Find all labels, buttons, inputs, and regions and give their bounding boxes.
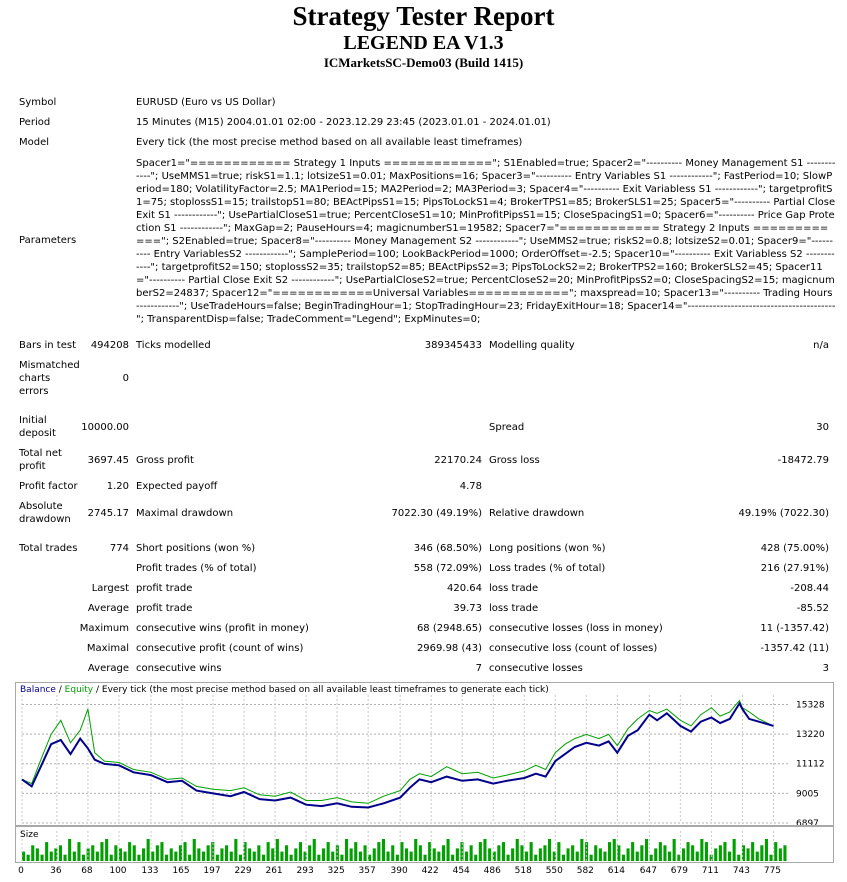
volume-bar xyxy=(654,848,657,861)
x-tick-label: 422 xyxy=(421,866,439,876)
y-tick-label: 9005 xyxy=(796,789,819,800)
volume-bar xyxy=(174,852,177,861)
volume-bar xyxy=(327,842,330,861)
ptrades-label: Profit trades (% of total) xyxy=(136,563,257,574)
x-tick-label: 518 xyxy=(514,866,532,876)
volume-bar xyxy=(627,848,630,861)
average-loss-value: -85.52 xyxy=(796,603,829,614)
volume-bar xyxy=(474,855,477,861)
average-label: Average xyxy=(87,603,129,614)
volume-bar xyxy=(280,852,283,861)
volume-bar xyxy=(345,839,348,861)
avg-wins-label: consecutive wins xyxy=(136,663,222,674)
volume-bar xyxy=(396,855,399,861)
x-tick-label: 325 xyxy=(327,866,345,876)
volume-bar xyxy=(673,839,676,861)
volume-bar xyxy=(285,845,288,861)
volume-bar xyxy=(534,855,537,861)
volume-bar xyxy=(668,852,671,861)
volume-bar xyxy=(645,839,648,861)
volume-bar xyxy=(45,842,48,861)
volume-bar xyxy=(73,852,76,861)
x-tick-label: 614 xyxy=(607,866,625,876)
volume-bar xyxy=(765,839,768,861)
max-wins-label: consecutive wins (profit in money) xyxy=(136,623,309,634)
x-tick-label: 357 xyxy=(358,866,376,876)
x-tick-label: 486 xyxy=(483,866,501,876)
y-tick-label: 11112 xyxy=(796,759,825,770)
volume-bar xyxy=(387,852,390,861)
deposit-label-1: Initial xyxy=(19,415,47,426)
volume-bar xyxy=(165,855,168,861)
volume-bar xyxy=(622,855,625,861)
volume-bar xyxy=(696,852,699,861)
volume-bar xyxy=(539,848,542,861)
volume-bar xyxy=(184,842,187,861)
volume-bar xyxy=(760,845,763,861)
bars-label: Bars in test xyxy=(19,340,76,351)
mismatch-label-2: charts xyxy=(19,373,51,384)
volume-bar xyxy=(636,852,639,861)
volume-bar xyxy=(424,855,427,861)
volume-bar xyxy=(442,845,445,861)
size-plot xyxy=(16,827,833,862)
legend-balance: Balance xyxy=(20,685,56,695)
maxdd-label: Maximal drawdown xyxy=(136,508,234,519)
volume-bar xyxy=(257,845,260,861)
volume-bar xyxy=(377,842,380,861)
volume-bar xyxy=(770,855,773,861)
volume-bar xyxy=(82,855,85,861)
volume-bar xyxy=(700,839,703,861)
x-tick-label: 293 xyxy=(296,866,314,876)
volume-bar xyxy=(170,848,173,861)
volume-bar xyxy=(502,842,505,861)
parameters-value: Spacer1="============ Strategy 1 Inputs ============="; S1Enabled=true; Spacer2="---------- Money Management S1 ------------"; UseMMS1=true; riskS1=1.1; lotsizeS1=0.01; MaxPositions=16; Spacer3="---------- Entry Variables S1 ------------"; FastPeriod=10; SlowPeriod=180; VolatilityFactor=2.5; MA1Period=15; MA2Period=2; MA3Period=3; Spacer4="---------- Exit Variabless S1 ------------"; targetprofitS1=75; stoplossS1=15; trailstopS1=80; BEActPipsS1=15; PipsToLockS1=4; BrokerTPS1=85; BrokerSLS1=25; Spacer5="---------- Partial Close Exit S1 ------------"; UsePartialCloseS1=true; PercentCloseS1=10; MinProfitPipsS1=15; CloseSpacingS1=0; Spacer6="---------- Price Gap Protection S1 ------------"; MaxGap=2; PauseHours=4; magicnumberS1=19582; Spacer7="============ Strategy 2 Inputs ============"; S2Enabled=true; Spacer8="---------- Money Management S2 ------------"; UseMMS2=true; riskS2=0.8; lotsizeS2=0.01; Spacer9="---------- Entry VariablesS2 ------------"; SamplePeriod=100; LookBackPeriod=1000; OrderOffset=-2.5; Spacer10="---------- Exit Variabless S2 ------------"; targetprofitS2=150; stoplossS2=35; trailstopS2=85; BEActPipsS2=3; PipsToLockS2=2; BrokerTPS2=160; BrokerSLS2=45; Spacer11="---------- Partial Close Exit S2 ------------"; UsePartialCloseS2=true; PercentCloseS2=20; MinProfitPipsS2=0; CloseSpacingS2=15; magicnumberS2=24837; Spacer12="============Universal Variables============"; maxspread=10; Spacer13="---------- Trading Hours ------------"; UseTradeHours=false; BeginTradingHour=1; StopTradingHour=23; FridayExitHour=18; Spacer14="-----------------------------------------"; TransparentDisp=false; TradeComment="Legend"; ExpMinutes=0; xyxy=(136,158,839,325)
ea-name: LEGEND EA V1.3 xyxy=(343,32,504,54)
x-axis xyxy=(15,862,832,878)
symbol-value: EURUSD (Euro vs US Dollar) xyxy=(136,97,276,108)
volume-bar xyxy=(594,845,597,861)
volume-bar xyxy=(262,855,265,861)
payoff-label: Expected payoff xyxy=(136,481,218,492)
volume-bar xyxy=(410,852,413,861)
average-loss-label: loss trade xyxy=(489,603,539,614)
volume-bar xyxy=(437,852,440,861)
period-value: 15 Minutes (M15) 2004.01.01 02:00 - 2023.12.29 23:45 (2023.01.01 - 2024.01.01) xyxy=(136,117,551,128)
model-label: Model xyxy=(19,137,50,148)
volume-bar xyxy=(267,842,270,861)
volume-bar xyxy=(608,842,611,861)
volume-bar xyxy=(100,842,103,861)
volume-bar xyxy=(733,839,736,861)
grossprofit-value: 22170.24 xyxy=(434,455,482,466)
volume-bar xyxy=(447,839,450,861)
volume-bar xyxy=(488,848,491,861)
average-profit-label: profit trade xyxy=(136,603,193,614)
volume-bar xyxy=(105,839,108,861)
maximal-profit-value: 2969.98 (43) xyxy=(416,643,482,654)
ptrades-value: 558 (72.09%) xyxy=(413,563,482,574)
volume-bar xyxy=(216,855,219,861)
volume-bar xyxy=(470,845,473,861)
x-tick-label: 582 xyxy=(576,866,594,876)
average-profit-value: 39.73 xyxy=(453,603,482,614)
volume-bar xyxy=(774,842,777,861)
volume-bar xyxy=(567,848,570,861)
volume-bar xyxy=(77,842,80,861)
volume-bar xyxy=(557,842,560,861)
volume-bar xyxy=(350,848,353,861)
grossprofit-label: Gross profit xyxy=(136,455,194,466)
volume-bar xyxy=(405,848,408,861)
maximal-label: Maximal xyxy=(86,643,129,654)
volume-bar xyxy=(340,855,343,861)
volume-bar xyxy=(576,852,579,861)
volume-bar xyxy=(714,848,717,861)
volume-bar xyxy=(433,848,436,861)
volume-bar xyxy=(751,842,754,861)
volume-bar xyxy=(640,845,643,861)
ltrades-label: Loss trades (% of total) xyxy=(489,563,606,574)
largest-profit-label: profit trade xyxy=(136,583,193,594)
bars-value: 494208 xyxy=(90,340,129,351)
volume-bar xyxy=(520,845,523,861)
volume-bar xyxy=(225,845,228,861)
mismatch-label-3: errors xyxy=(19,386,49,397)
volume-bar xyxy=(497,845,500,861)
y-tick-label: 15328 xyxy=(796,700,825,711)
size-label: Size xyxy=(20,830,39,840)
volume-bar xyxy=(188,855,191,861)
volume-bar xyxy=(414,839,417,861)
volume-bar xyxy=(562,855,565,861)
maximal-loss-label: consecutive loss (count of losses) xyxy=(489,643,658,654)
x-tick-label: 197 xyxy=(203,866,221,876)
volume-bar xyxy=(507,855,510,861)
absdd-label-2: drawdown xyxy=(19,514,71,525)
x-tick-label: 165 xyxy=(172,866,190,876)
volume-bar xyxy=(193,839,196,861)
x-tick-label: 454 xyxy=(452,866,470,876)
volume-bar xyxy=(59,845,62,861)
volume-bar xyxy=(64,855,67,861)
volume-bar xyxy=(530,842,533,861)
trades-value: 774 xyxy=(109,543,129,554)
volume-bar xyxy=(580,839,583,861)
volume-bar xyxy=(705,842,708,861)
ticks-label: Ticks modelled xyxy=(136,340,211,351)
y-tick-label: 6897 xyxy=(796,819,819,825)
volume-bar xyxy=(364,845,367,861)
spread-value: 30 xyxy=(816,422,829,433)
maximal-loss-value: -1357.42 (11) xyxy=(760,643,829,654)
balance-equity-chart xyxy=(15,682,834,826)
x-tick-label: 0 xyxy=(18,866,24,876)
legend-sep: / xyxy=(55,685,65,695)
short-value: 346 (68.50%) xyxy=(413,543,482,554)
volume-bar xyxy=(27,855,30,861)
legend-equity: Equity xyxy=(64,685,94,695)
volume-bar xyxy=(719,845,722,861)
ltrades-value: 216 (27.91%) xyxy=(760,563,829,574)
volume-bar xyxy=(382,839,385,861)
x-tick-label: 68 xyxy=(81,866,93,876)
max-losses-label: consecutive losses (loss in money) xyxy=(489,623,663,634)
volume-bar xyxy=(373,848,376,861)
volume-bar xyxy=(276,839,279,861)
reldd-value: 49.19% (7022.30) xyxy=(738,508,829,519)
volume-bar xyxy=(511,848,514,861)
volume-bar xyxy=(756,852,759,861)
grossloss-label: Gross loss xyxy=(489,455,540,466)
volume-bar xyxy=(391,845,394,861)
grossloss-value: -18472.79 xyxy=(777,455,829,466)
max-wins-value: 68 (2948.65) xyxy=(416,623,482,634)
volume-bar xyxy=(156,845,159,861)
volume-bar xyxy=(68,839,71,861)
volume-bar xyxy=(317,855,320,861)
netprofit-value: 3697.45 xyxy=(87,455,129,466)
pf-label: Profit factor xyxy=(19,481,78,492)
volume-bar xyxy=(142,848,145,861)
payoff-value: 4.78 xyxy=(459,481,482,492)
x-tick-label: 36 xyxy=(50,866,62,876)
volume-bar xyxy=(465,852,468,861)
volume-bar xyxy=(603,852,606,861)
volume-bar xyxy=(197,848,200,861)
short-label: Short positions (won %) xyxy=(136,543,256,554)
report-title: Strategy Tester Report xyxy=(292,1,555,31)
long-label: Long positions (won %) xyxy=(489,543,606,554)
volume-bar xyxy=(663,845,666,861)
volume-bar xyxy=(313,839,316,861)
size-panel xyxy=(15,826,834,863)
volume-bar xyxy=(747,848,750,861)
volume-bar xyxy=(253,852,256,861)
volume-bar xyxy=(525,852,528,861)
chart-plot xyxy=(16,683,833,825)
largest-profit-value: 420.64 xyxy=(447,583,482,594)
quality-value: n/a xyxy=(813,340,829,351)
x-tick-label: 100 xyxy=(109,866,127,876)
volume-bar xyxy=(308,845,311,861)
volume-bar xyxy=(483,839,486,861)
deposit-label-2: deposit xyxy=(19,428,56,439)
mismatch-label-1: Mismatched xyxy=(19,360,80,371)
volume-bar xyxy=(220,848,223,861)
volume-bar xyxy=(543,845,546,861)
x-tick-label: 743 xyxy=(732,866,751,876)
volume-bar xyxy=(290,855,293,861)
x-tick-label: 775 xyxy=(763,866,782,876)
volume-bar xyxy=(479,842,482,861)
volume-bar xyxy=(50,852,53,861)
volume-bar xyxy=(631,842,634,861)
volume-bar xyxy=(124,852,127,861)
deposit-value: 10000.00 xyxy=(81,422,129,433)
ticks-value: 389345433 xyxy=(424,340,482,351)
volume-bar xyxy=(207,845,210,861)
mismatch-value: 0 xyxy=(122,373,129,384)
avg-losses-label: consecutive losses xyxy=(489,663,583,674)
volume-bar xyxy=(687,842,690,861)
x-tick-label: 550 xyxy=(545,866,563,876)
volume-bar xyxy=(456,848,459,861)
volume-bar xyxy=(400,842,403,861)
quality-label: Modelling quality xyxy=(489,340,575,351)
trades-label: Total trades xyxy=(19,543,78,554)
volume-bar xyxy=(728,852,731,861)
volume-bar xyxy=(239,855,242,861)
y-tick-label: 13220 xyxy=(796,730,825,741)
volume-bar xyxy=(737,855,740,861)
equity-line xyxy=(22,701,774,804)
volume-bar xyxy=(650,855,653,861)
volume-bar xyxy=(779,848,782,861)
maximal-profit-label: consecutive profit (count of wins) xyxy=(136,643,304,654)
volume-bar xyxy=(96,852,99,861)
server-build: ICMarketsSC-Demo03 (Build 1415) xyxy=(323,55,524,70)
volume-bar xyxy=(659,842,662,861)
long-value: 428 (75.00%) xyxy=(760,543,829,554)
volume-bar xyxy=(571,845,574,861)
legend-rest: / Every tick (the most precise method based on all available least timeframes to generate each tick) xyxy=(93,685,549,695)
largest-loss-value: -208.44 xyxy=(790,583,829,594)
volume-bar xyxy=(723,842,726,861)
netprofit-label-2: profit xyxy=(19,461,46,472)
pf-value: 1.20 xyxy=(106,481,129,492)
x-tick-label: 390 xyxy=(390,866,408,876)
volume-bar xyxy=(147,839,150,861)
volume-bar xyxy=(248,848,251,861)
volume-bar xyxy=(137,855,140,861)
volume-bar xyxy=(91,845,94,861)
chart-legend xyxy=(20,685,549,695)
volume-bar xyxy=(691,845,694,861)
volume-bar xyxy=(114,845,117,861)
volume-bar xyxy=(682,848,685,861)
volume-bar xyxy=(419,845,422,861)
avg2-label: Average xyxy=(87,663,129,674)
absdd-label-1: Absolute xyxy=(19,501,63,512)
avg-losses-value: 3 xyxy=(822,663,829,674)
volume-bar xyxy=(151,852,154,861)
x-tick-label: 679 xyxy=(670,866,688,876)
volume-bar xyxy=(160,842,163,861)
x-axis-ticks xyxy=(15,862,832,878)
maximum-label: Maximum xyxy=(79,623,129,634)
volume-bar xyxy=(783,845,786,861)
x-tick-label: 133 xyxy=(141,866,159,876)
volume-bar xyxy=(41,855,44,861)
volume-bar xyxy=(230,852,233,861)
volume-bar xyxy=(234,839,237,861)
volume-bar xyxy=(451,855,454,861)
spread-label: Spread xyxy=(489,422,525,433)
volume-bar xyxy=(354,842,357,861)
absdd-value: 2745.17 xyxy=(87,508,129,519)
largest-label: Largest xyxy=(91,583,129,594)
symbol-label: Symbol xyxy=(19,97,57,108)
volume-bar xyxy=(548,839,551,861)
model-value: Every tick (the most precise method based on all available least timeframes) xyxy=(136,137,523,148)
volume-bar xyxy=(110,855,113,861)
netprofit-label-1: Total net xyxy=(19,448,62,459)
volume-bar xyxy=(294,848,297,861)
volume-bar xyxy=(516,839,519,861)
parameters-label: Parameters xyxy=(19,235,77,246)
volume-bar xyxy=(359,852,362,861)
volume-bar xyxy=(613,839,616,861)
volume-bar xyxy=(322,848,325,861)
volume-bar xyxy=(299,842,302,861)
x-tick-label: 229 xyxy=(234,866,252,876)
x-tick-label: 711 xyxy=(701,866,719,876)
avg-wins-value: 7 xyxy=(475,663,482,674)
reldd-label: Relative drawdown xyxy=(489,508,585,519)
volume-bar xyxy=(31,845,34,861)
maxdd-value: 7022.30 (49.19%) xyxy=(391,508,482,519)
max-losses-value: 11 (-1357.42) xyxy=(760,623,829,634)
period-label: Period xyxy=(19,117,51,128)
x-tick-label: 261 xyxy=(265,866,283,876)
volume-bar xyxy=(202,852,205,861)
x-tick-label: 647 xyxy=(639,866,657,876)
largest-loss-label: loss trade xyxy=(489,583,539,594)
volume-bar xyxy=(128,842,131,861)
volume-bar xyxy=(271,848,274,861)
volume-bar xyxy=(331,852,334,861)
volume-bar xyxy=(36,848,39,861)
volume-bar xyxy=(133,845,136,861)
volume-bar xyxy=(590,855,593,861)
volume-bar xyxy=(599,848,602,861)
